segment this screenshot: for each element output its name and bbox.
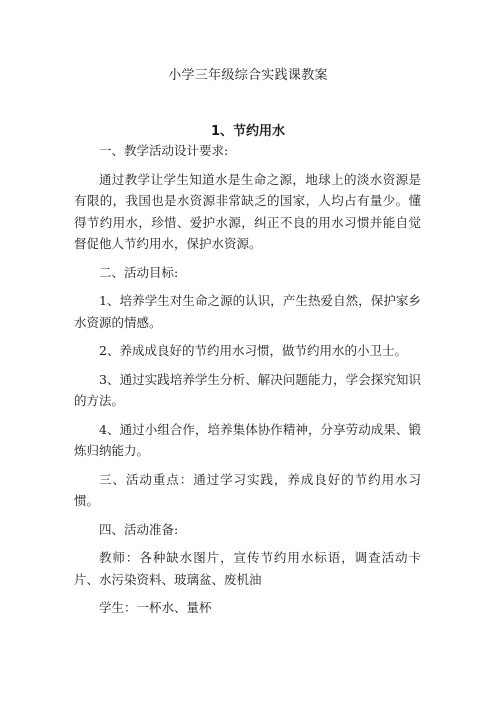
goal-item: 2、养成成良好的节约用水习惯，做节约用水的小卫士。 [99, 343, 407, 358]
goal-item: 1、培养学生对生命之源的认识，产生热爱自然，保护家乡水资源的情感。 [74, 293, 421, 330]
section-heading-goals: 二、活动目标: [99, 264, 179, 280]
section-heading-requirements: 一、教学活动设计要求: [99, 143, 229, 158]
requirements-paragraph: 通过教学让学生知道水是生命之源，地球上的淡水资源是有限的，我国也是水资源非常缺乏的国家，人均占有量少。懂得节约用水，珍惜、爱护水源，纠正不良的用水习惯并能自觉督促他人节约用水，保护水资源。 [74, 171, 421, 251]
lesson-body [74, 140, 421, 626]
section-heading-preparation: 四、活动准备: [99, 521, 179, 537]
student-preparation: 学生：一杯水、量杯 [99, 600, 212, 615]
goal-item: 3、通过实践培养学生分析、解决问题能力，学会探究知识的方法。 [74, 371, 421, 408]
lesson-title: 1、节约用水 [210, 124, 286, 139]
section-heading-focus: 三、活动重点：通过学习实践，养成良好的节约用水习惯。 [74, 471, 421, 508]
document-title: 小学三年级综合实践课教案 [168, 68, 328, 83]
goal-item: 4、通过小组合作，培养集体协作精神，分享劳动成果、锻炼归纳能力。 [74, 421, 421, 458]
teacher-preparation: 教师：各种缺水图片，宣传节约用水标语，调查活动卡片、水污染资料、玻璃盆、废机油 [74, 550, 421, 587]
